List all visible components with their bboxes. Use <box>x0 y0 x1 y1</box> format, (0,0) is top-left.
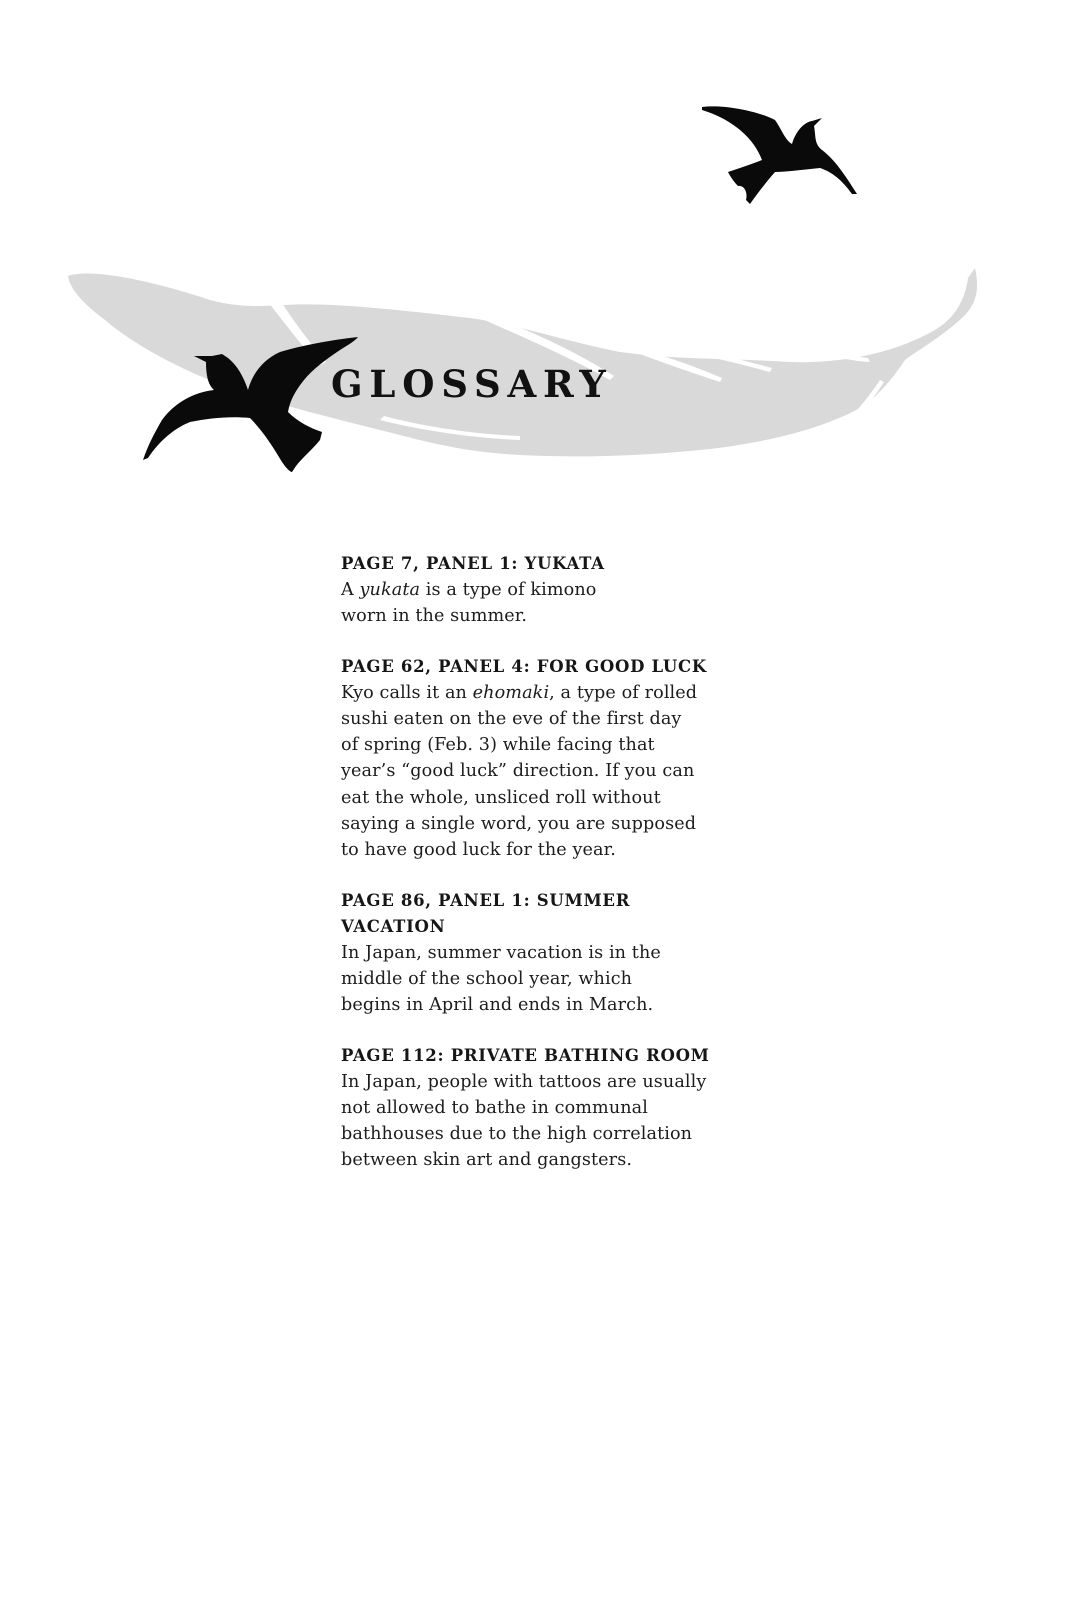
entry-heading: PAGE 62, PANEL 4: FOR GOOD LUCK <box>341 656 707 676</box>
body-line: bathhouses due to the high correlation <box>341 1124 693 1145</box>
body-line: to have good luck for the year. <box>341 840 616 861</box>
body-line: In Japan, people with tattoos are usually <box>341 1071 707 1092</box>
body-line: A yukata is a type of kimono <box>341 580 597 600</box>
entry-body <box>341 1069 741 1174</box>
header-artwork <box>0 0 1067 520</box>
body-line: begins in April and ends in March. <box>341 995 654 1016</box>
body-line: worn in the summer. <box>341 606 528 627</box>
entry-body <box>341 680 741 864</box>
bird-icon <box>702 106 857 204</box>
entry-heading: PAGE 112: PRIVATE BATHING ROOM <box>341 1045 710 1065</box>
body-line: of spring (Feb. 3) while facing that <box>341 735 655 756</box>
term-ehomaki: ehomaki <box>472 682 550 703</box>
term-yukata: yukata <box>359 580 421 600</box>
body-line: not allowed to bathe in communal <box>341 1097 649 1118</box>
body-line: Kyo calls it an ehomaki, a type of rolled <box>341 682 698 703</box>
glossary-entry <box>341 551 741 630</box>
entry-body <box>341 577 741 630</box>
body-line: eat the whole, unsliced roll without <box>341 787 661 808</box>
body-line: between skin art and gangsters. <box>341 1150 633 1171</box>
body-line: year’s “good luck” direction. If you can <box>341 761 695 782</box>
glossary-entry <box>341 888 741 1019</box>
glossary-entry <box>341 654 741 864</box>
body-line: In Japan, summer vacation is in the <box>341 942 661 963</box>
entry-heading: PAGE 7, PANEL 1: YUKATA <box>341 554 605 573</box>
glossary-entry <box>341 1043 741 1174</box>
entry-heading: PAGE 86, PANEL 1: SUMMER VACATION <box>341 890 631 936</box>
body-line: sushi eaten on the eve of the first day <box>341 708 682 729</box>
body-line: saying a single word, you are supposed <box>341 814 697 835</box>
glossary-list <box>341 551 741 1198</box>
body-line: middle of the school year, which <box>341 968 633 989</box>
entry-body <box>341 940 741 1019</box>
page-title: GLOSSARY <box>331 362 613 406</box>
